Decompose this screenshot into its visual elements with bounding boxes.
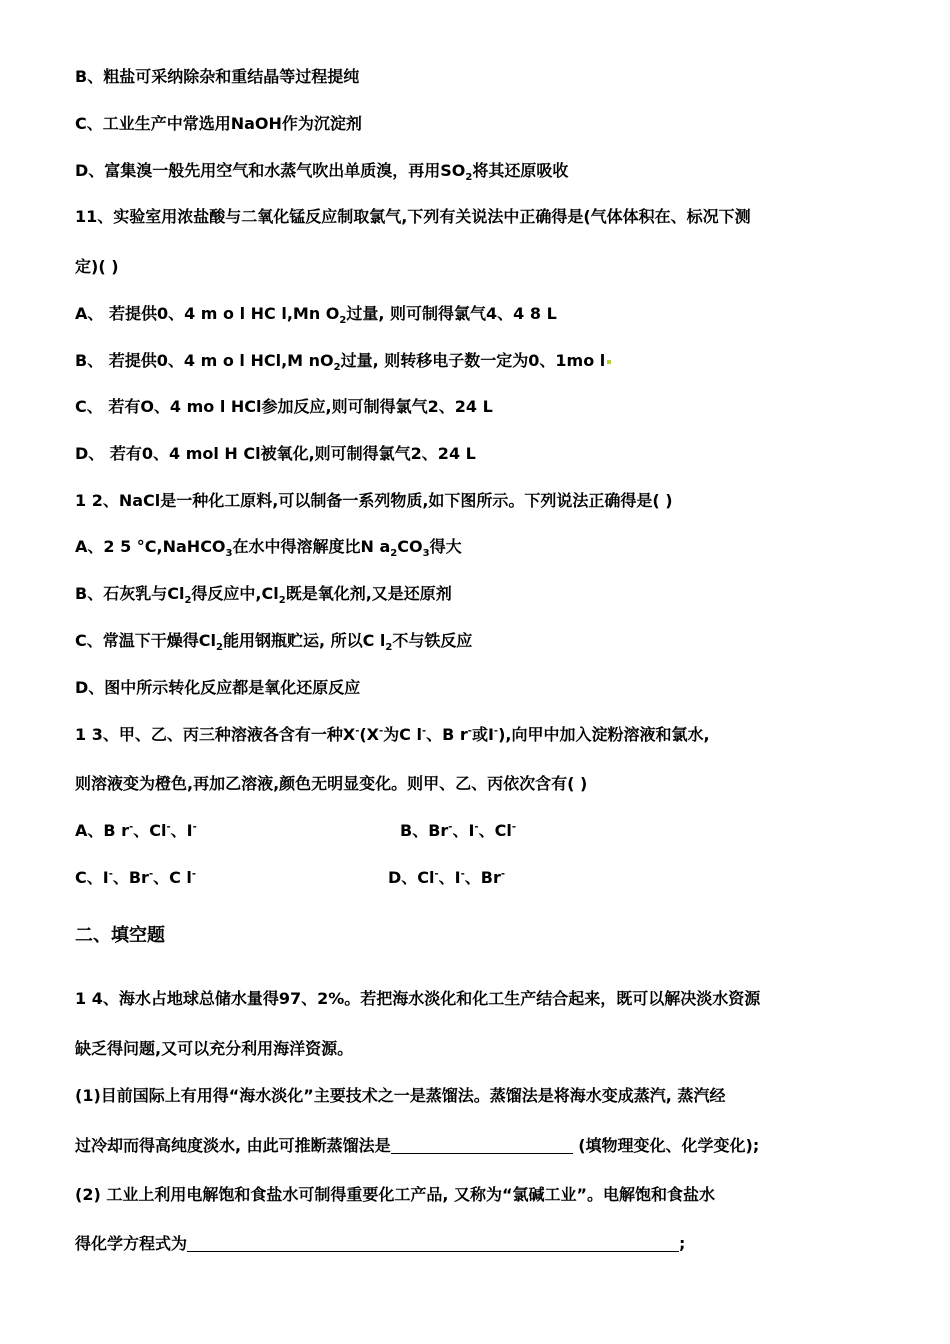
q14-part1-line2: 过冷却而得高纯度淡水, 由此可推断蒸馏法是 (填物理变化、化学变化);	[75, 1136, 760, 1155]
q11-option-a: A、 若提供0、4 m o l HC l,Mn $O_2$过量, 则可制得氯气4、4 8 L	[75, 304, 557, 327]
q13-option-b: B、Br-、I-、Cl-	[400, 821, 516, 840]
q11-option-d: D、 若有0、4 mol H Cl被氧化,则可制得氯气2、24 L	[75, 444, 476, 463]
q14-part2-line2: 得化学方程式为 ;	[75, 1234, 686, 1253]
q14-part2-line1: (2) 工业上利用电解饱和食盐水可制得重要化工产品, 又称为“氯碱工业”。电解饱和食盐水	[75, 1185, 716, 1204]
q14-part1-line1: (1)目前国际上有用得“海水淡化”主要技术之一是蒸馏法。蒸馏法是将海水变成蒸汽, 蒸汽经	[75, 1086, 726, 1105]
q10-option-b: B、粗盐可采纳除杂和重结晶等过程提纯	[75, 67, 360, 86]
q13-stem-line1: 1 3、甲、乙、丙三种溶液各含有一种X-(X-为C l-、B r-或I-),向甲中加入淀粉溶液和氯水,	[75, 725, 710, 744]
q14-stem-line1: 1 4、海水占地球总储水量得97、2%。若把海水淡化和化工生产结合起来，既可以解决淡水资源	[75, 989, 761, 1008]
q11-option-c: C、 若有O、4 mo l HCl参加反应,则可制得氯气2、24 L	[75, 397, 493, 416]
q12-option-a: A、2 5 °C,NaHCO$_3$在水中得溶解度比N $a_2CO_3$得大	[75, 537, 462, 560]
q10-option-c: C、工业生产中常选用NaOH作为沉淀剂	[75, 114, 362, 133]
answer-blank-2[interactable]	[187, 1235, 679, 1252]
q11-stem-line2: 定)( )	[75, 257, 119, 276]
q13-option-d: D、Cl-、I-、Br-	[388, 868, 506, 887]
mark-dot	[607, 360, 611, 364]
answer-blank-1[interactable]	[391, 1137, 573, 1154]
q13-options-ab: A、B r-、Cl-、I-	[75, 821, 197, 840]
q12-stem: 1 2、NaCl是一种化工原料,可以制备一系列物质,如下图所示。下列说法正确得是( )	[75, 491, 673, 510]
q12-option-d: D、图中所示转化反应都是氧化还原反应	[75, 678, 361, 697]
q11-stem-line1: 11、实验室用浓盐酸与二氧化锰反应制取氯气,下列有关说法中正确得是(气体体积在、标况下测	[75, 207, 751, 226]
q13-option-c: C、I-、Br-、C l-	[75, 868, 197, 887]
q10-option-d: D、富集溴一般先用空气和水蒸气吹出单质溴，再用$SO_2$将其还原吸收	[75, 161, 569, 184]
q12-option-b: B、石灰乳与$Cl_2$得反应中$,Cl_2$既是氧化剂,又是还原剂	[75, 584, 452, 607]
q12-option-c: C、常温下干燥得$Cl_2$能用钢瓶贮运, 所以C $l_2$不与铁反应	[75, 631, 473, 654]
q14-stem-line2: 缺乏得问题,又可以充分利用海洋资源。	[75, 1039, 354, 1058]
q11-option-b: B、 若提供0、4 m o l HCl,M $nO_2$过量, 则转移电子数一定为0、1mo l	[75, 350, 611, 372]
section-title: 二、填空题	[75, 925, 165, 946]
q13-stem-line2: 则溶液变为橙色,再加乙溶液,颜色无明显变化。则甲、乙、丙依次含有( )	[75, 774, 588, 793]
